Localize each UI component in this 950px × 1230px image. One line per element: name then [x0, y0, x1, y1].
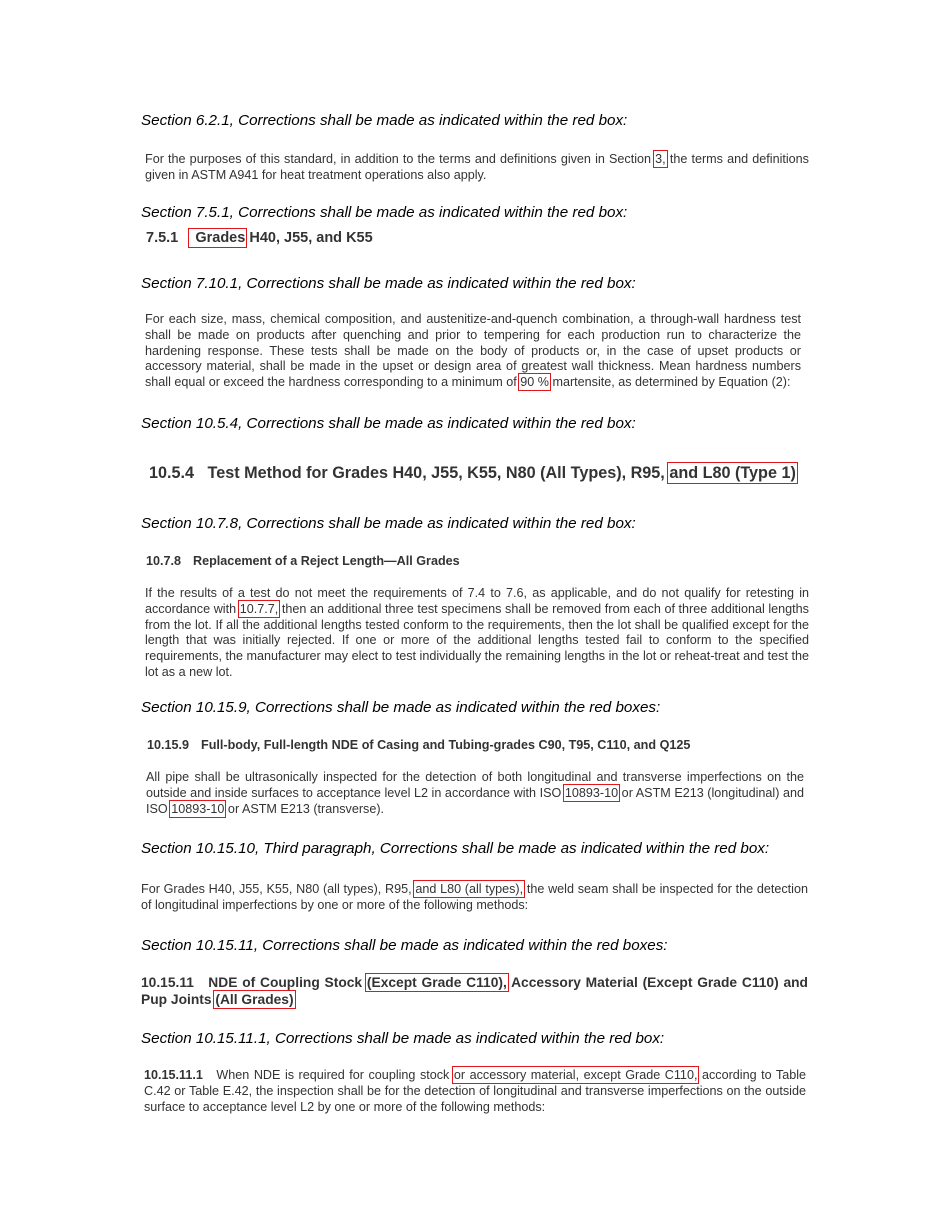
section-10-15-9-text: All pipe shall be ultrasonically inspected for the detection of both longitudinal and transverse imperfections on the outside and inside surfaces to acceptance level L2 in accordance with ISO 10893-10 or ASTM E213 (longitudinal) and ISO 10893-10 or ASTM E213 (transverse). [146, 770, 805, 816]
section-10-5-4-heading: 10.5.4 Test Method for Grades H40, J55, K55, N80 (All Types), R95, and L80 (Type 1) [149, 464, 796, 482]
section-10-7-8-intro: Section 10.7.8, Corrections shall be made as indicated within the red box: [141, 515, 636, 532]
section-10-7-8-heading: 10.7.8 Replacement of a Reject Length—All Grades [146, 554, 460, 568]
section-7-10-1-text: For each size, mass, chemical composition, and austenitize-and-quench combination, a through-wall hardness test shall be made on products after quenching and prior to tempering for each production run to characterize the hardening response. These tests shall be made on the body of products or, in the case of upset products or accessory material, shall be made in the upset or design area of greatest wall thickness. Mean hardness numbers shall equal or exceed the hardness corresponding to a minimum of 90 % martensite, as determined by Equation (2): [145, 312, 801, 390]
red-box-correction: 3, [655, 152, 666, 166]
red-box-correction: 10893-10 [171, 801, 225, 816]
red-box-correction: 10893-10 [564, 785, 619, 800]
section-7-5-1-heading: 7.5.1 Grades H40, J55, and K55 [146, 230, 373, 246]
section-6-2-1-text: For the purposes of this standard, in addition to the terms and definitions given in Section 3, the terms and definitions given in ASTM A941 for heat treatment operations also apply. [145, 152, 809, 182]
section-10-15-11-1-text: 10.15.11.1 When NDE is required for coupling stock or accessory material, except Grade C110, according to Table C.42 or Table E.42, the inspection shall be for the detection of longitudinal and transverse imperfections on the outside surface to acceptance level L2 by one or more of the following methods: [144, 1068, 807, 1114]
red-box-correction: and L80 (all types), [415, 882, 524, 896]
section-10-15-9-heading: 10.15.9 Full-body, Full-length NDE of Casing and Tubing-grades C90, T95, C110, and Q125 [147, 738, 691, 752]
section-10-15-11-heading: 10.15.11 NDE of Coupling Stock (Except Grade C110), Accessory Material (Except Grade C110) and Pup Joints (All Grades) [141, 975, 808, 1007]
section-7-5-1-intro: Section 7.5.1, Corrections shall be made as indicated within the red box: [141, 204, 628, 221]
red-box-correction: (All Grades) [215, 992, 294, 1007]
section-6-2-1-intro: Section 6.2.1, Corrections shall be made as indicated within the red box: [141, 112, 628, 129]
red-box-correction: and L80 (Type 1) [669, 464, 796, 482]
red-box-correction: (Except Grade C110), [366, 975, 507, 990]
red-box-correction: or accessory material, except Grade C110, [453, 1068, 698, 1082]
section-10-7-8-text: If the results of a test do not meet the requirements of 7.4 to 7.6, as applicable, and do not qualify for retesting in accordance with 10.7.7, then an additional three test specimens shall be removed from each of three additional lengths from the lot. If all the additional lengths tested conform to the requirements, then the lot shall be qualified except for the length that was initially rejected. If one or more of the additional lengths tested fail to conform to the specified requirements, the manufacturer may elect to test individually the remaining lengths in the lot or reheat-treat and test the lot as a new lot. [145, 586, 809, 679]
section-10-15-10-intro: Section 10.15.10, Third paragraph, Corrections shall be made as indicated within the red box: [141, 840, 770, 857]
section-10-15-10-text: For Grades H40, J55, K55, N80 (all types), R95, and L80 (all types), the weld seam shall be inspected for the detection of longitudinal imperfections by one or more of the following methods: [141, 882, 808, 912]
section-7-10-1-intro: Section 7.10.1, Corrections shall be made as indicated within the red box: [141, 275, 636, 292]
red-box-correction: Grades [190, 230, 245, 246]
section-10-15-9-intro: Section 10.15.9, Corrections shall be made as indicated within the red boxes: [141, 699, 661, 716]
section-10-15-11-1-intro: Section 10.15.11.1, Corrections shall be made as indicated within the red box: [141, 1030, 665, 1047]
section-10-15-11-intro: Section 10.15.11, Corrections shall be made as indicated within the red boxes: [141, 937, 668, 954]
red-box-correction: 10.7.7, [239, 601, 279, 616]
section-10-5-4-intro: Section 10.5.4, Corrections shall be made as indicated within the red box: [141, 415, 636, 432]
red-box-correction: 90 % [520, 375, 549, 390]
